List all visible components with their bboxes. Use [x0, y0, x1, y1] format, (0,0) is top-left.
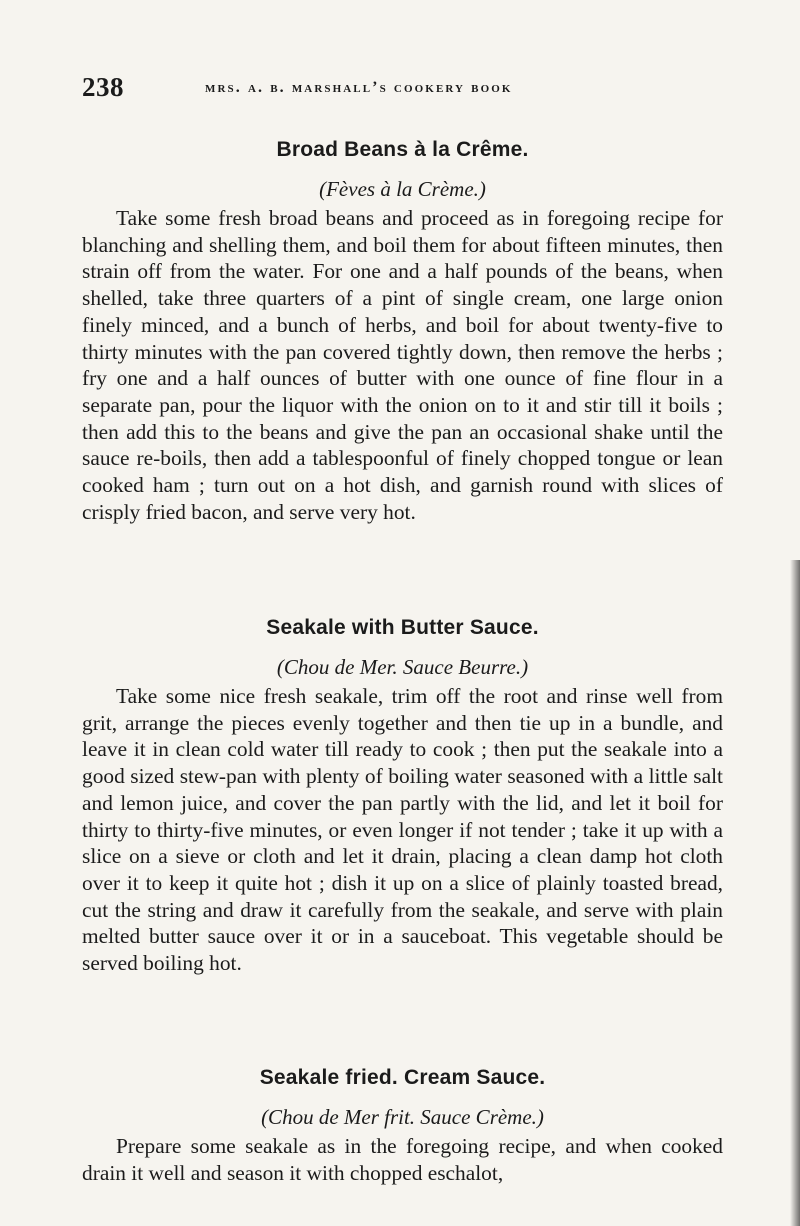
recipe-title: Seakale fried. Cream Sauce.	[259, 1066, 546, 1089]
recipe-paragraph: Take some fresh broad beans and proceed as in foregoing recipe for blanching and shelling them, and boil them for about fifteen minutes, then strain off from the water. For one and a half pounds of the beans, when shelled, take three quarters of a pint of single cream, one large onion finely minced, and a bunch of herbs, and boil for about twenty-five to thirty minutes with the pan covered tightly down, then remove the herbs ; fry one and a half ounces of butter with one ounce of fine flour in a separate pan, pour the liquor with the onion on to it and stir till it boils ; then add this to the beans and give the pan an occasional shake until the sauce re-boils, then add a tablespoonful of finely chopped tongue or lean cooked ham ; turn out on a hot dish, and garnish round with slices of crisply fried bacon, and serve very hot.	[82, 206, 723, 524]
recipe-title: Seakale with Butter Sauce.	[266, 616, 539, 639]
page-edge-shadow	[790, 560, 800, 1226]
recipe-paragraph: Prepare some seakale as in the foregoing recipe, and when cooked drain it well and season it with chopped eschalot,	[82, 1134, 723, 1185]
recipe-body	[82, 1133, 723, 1186]
recipe-paragraph: Take some nice fresh seakale, trim off the root and rinse well from grit, arrange the pieces evenly together and then tie up in a bundle, and leave it in clean cold water till ready to cook ; then put the seakale into a good sized stew-pan with plenty of boiling water seasoned with a little salt and lemon juice, and cover the pan partly with the lid, and let it boil for thirty to thirty-five minutes, or even longer if not tender ; take it up with a slice on a sieve or cloth and let it drain, placing a clean damp hot cloth over it to keep it quite hot ; dish it up on a slice of plainly toasted bread, cut the string and draw it carefully from the seakale, and serve with plain melted butter sauce over it or in a sauceboat. This vegetable should be served boiling hot.	[82, 684, 723, 976]
recipe-body	[82, 683, 723, 977]
recipe-body	[82, 205, 723, 525]
page-number: 238	[82, 72, 124, 102]
running-head	[82, 72, 722, 108]
recipe-subtitle: (Chou de Mer frit. Sauce Crème.)	[261, 1105, 544, 1129]
recipe-title: Broad Beans à la Crême.	[276, 138, 529, 161]
recipe-subtitle: (Chou de Mer. Sauce Beurre.)	[276, 655, 529, 679]
book-title: mrs. a. b. marshall’s cookery book	[205, 79, 513, 96]
recipe-subtitle: (Fèves à la Crème.)	[319, 177, 486, 201]
